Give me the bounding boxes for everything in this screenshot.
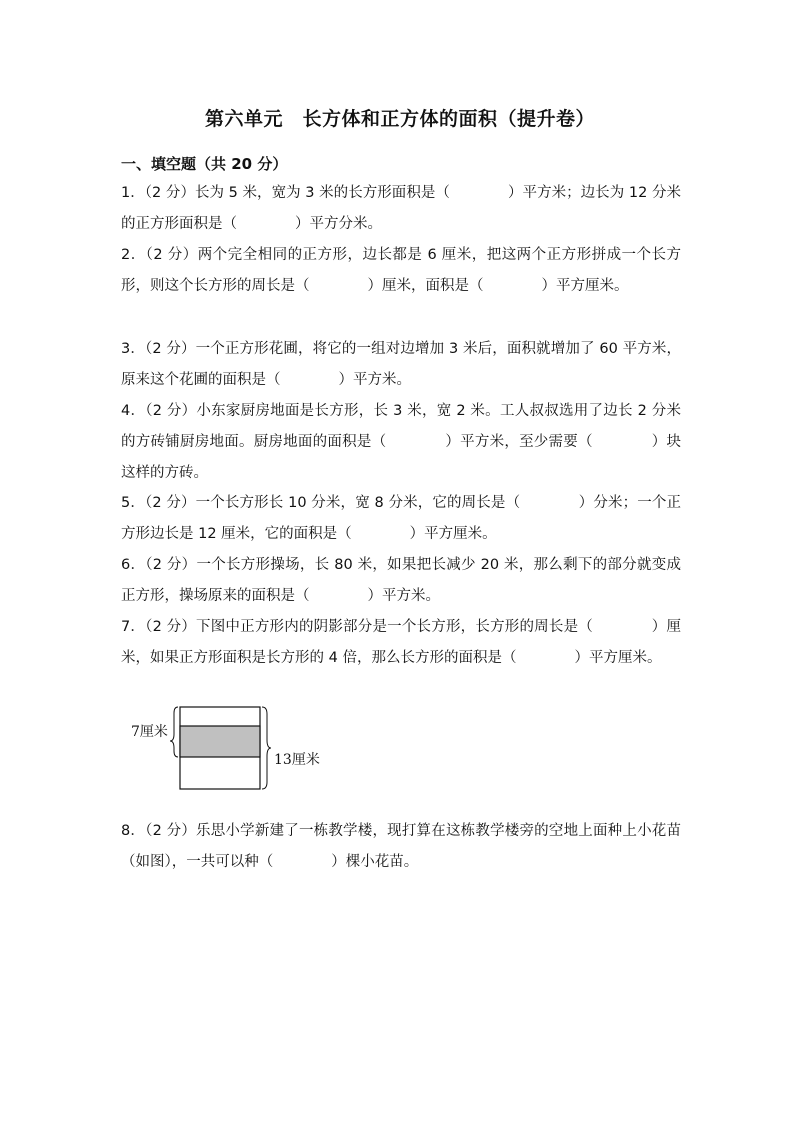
section-heading: 一、填空题（共 20 分） <box>121 155 288 173</box>
rectangle-figure <box>128 700 348 796</box>
left-brace <box>170 707 178 757</box>
question-1: 1．（2 分）长为 5 米，宽为 3 米的长方形面积是（ ）平方米；边长为 12 分米的正方形面积是（ ）平方分米。 <box>121 185 681 232</box>
question-4: 4．（2 分）小东家厨房地面是长方形，长 3 米，宽 2 米。工人叔叔选用了边长 2 分米的方砖铺厨房地面。厨房地面的面积是（ ）平方米，至少需要（ ）块这样的方砖。 <box>121 403 681 481</box>
shaded-rectangle <box>180 726 260 757</box>
page-title: 第六单元 长方体和正方体的面积（提升卷） <box>204 108 595 130</box>
question-8: 8．（2 分）乐思小学新建了一栋教学楼，现打算在这栋教学楼旁的空地上面种上小花苗（如图），一共可以种（ ）棵小花苗。 <box>121 823 681 870</box>
question-6: 6．（2 分）一个长方形操场，长 80 米，如果把长减少 20 米，那么剩下的部分就变成正方形，操场原来的面积是（ ）平方米。 <box>121 557 681 604</box>
right-brace <box>262 707 271 789</box>
label-left: 7厘米 <box>131 724 168 740</box>
question-3: 3．（2 分）一个正方形花圃，将它的一组对边增加 3 米后，面积就增加了 60 平方米，原来这个花圃的面积是（ ）平方米。 <box>121 341 681 388</box>
question-5: 5．（2 分）一个长方形长 10 分米，宽 8 分米，它的周长是（ ）分米；一个正方形边长是 12 厘米，它的面积是（ ）平方厘米。 <box>121 495 681 542</box>
label-right: 13厘米 <box>274 752 320 768</box>
question-2: 2．（2 分）两个完全相同的正方形，边长都是 6 厘米，把这两个正方形拼成一个长方形，则这个长方形的周长是（ ）厘米，面积是（ ）平方厘米。 <box>121 247 681 294</box>
question-7: 7．（2 分）下图中正方形内的阴影部分是一个长方形，长方形的周长是（ ）厘米，如果正方形面积是长方形的 4 倍，那么长方形的面积是（ ）平方厘米。 <box>121 619 681 666</box>
